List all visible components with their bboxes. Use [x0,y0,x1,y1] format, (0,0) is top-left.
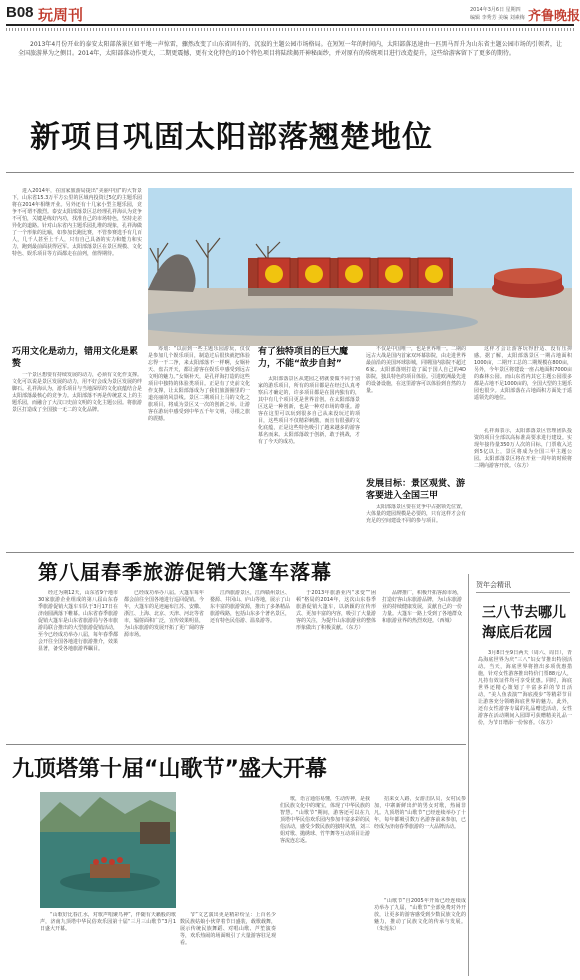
sidebar-body: 3月8日至9日两天（周六、周日），青岛海底世界为庆“三八”妇女节推出特别活动。当天，海底世界将推出多项优惠措施，针对女性游客推出特价门票88元/人，凡持有效证件均可享受优惠。同时，海底世界还精心策划了丰富多彩的节日活动，“美人鱼表演”“海底漫步”等精彩节目让游客充分领略海底世界的魅力。此外，还有女性游客专属的礼品赠送活动，女性游客在活动期间入园即可获赠精美礼品一份，为节日增添一份惊喜。（东方） [478,650,572,726]
section-rule-2 [6,744,466,745]
main-col-5: 这样才会让游客玩得舒适、没有压抑感。据了解，太阳部落景区一期占地面积1000亩，二期开工总的二期规模在800亩，另外，今年景区将建设一座占地面积7000亩的森林公园。而山东省内其它主题公园很多都是占地不足1000亩的，全国大型的主题乐园也很少。太阳部落在占地面积方面处于遥遥领先的地位。 [474,346,572,401]
festival-photo [40,792,176,908]
article2-col-3: 江西旅游景区，江西赣州景区、婺源、井冈山、庐山等地，展示了山东丰富的旅游资源，推出了多条精品旅游线路，包括山东多个著名景区，还有特色民俗游、温泉游等。 [210,590,290,624]
main-col-1: 进入2014年，在国家旅游局提出“美丽中国”的大背景下，山东省15.3万平方公里的区域内投资过5亿的主题乐园将在2014年相继开业。另外还有十几家小型主题乐园，竞争不可谓不激烈。泰安太阳部落景区总经理孔祥海认为竞争不可怕，关键是练好内功，找准自己的市场特色，坚持走差异化的道路。针对山东省内主题乐园扎堆的现象，孔祥海做了一个形象的比喻，如参加长跑比赛，不管参赛选手有几百人，几千人甚至上千人，只有自己具备的实力和能力和实力，跑到最前面获得冠军。太阳部落景区在景区规模、文化特色、娱乐项目等方面都走在前列，值得期待。 [12,188,142,257]
header-dotted-rule [6,28,574,31]
festival-illustration [40,792,176,908]
section-name: 玩周刊 [38,6,84,24]
header-rule [6,24,574,26]
intro-paragraph: 2013年4月份开业的泰安太阳部落景区如平地一声惊雷，骤然改变了山东省固有的、沉寂的主题公园市场格局。在短短一年的时间内，太阳部落迅速由一匹黑马晋升为山东省主题公园市场的引领者，让全国旅游界为之侧目。2014年，太阳部落动作更大，二期更震撼，更有文化特色的10个特色项目将陆续揭开神秘面纱，并对原有的传统项目进行改造提升，这些给游客留下了更多的期待。 [18,41,562,57]
article2-col-5: 品牌推广，积极开拓客源市场，打造好客山东旅游品牌，为山东旅游业的持续健康发展，贡献自己的一份力量。大篷车一路上受到了各地群众和旅游业界的热烈欢迎。（西城） [382,590,462,624]
headline-rule [6,172,574,173]
sun-tribe-photo [148,188,572,346]
date-line: 2014年3月6日 星期四 [470,7,521,13]
article2-col-4: 于2013年旅游业内“求变”“困顿”格局的2014年，这次山东春季旅游促销大篷车，以新颖的宣传形式、更加丰富的内容，吸引了大量游客的关注，为提升山东旅游业的整体形象做出了积极贡献。（东方） [296,590,376,631]
sidebar-rule [476,592,570,593]
main-col-4: 不仅是中国唯一，也是世界唯一。二期的远古大战是国内首家双环幕影院，由走进世界最前沿的美国环球影城，同期国内影院不超过6家。太阳部落则打造了属于国人自己的4D影院，独具特色的项目体验。引进欧洲最先进的设备设施，在这里游客可以体验到自然的力量。 [366,346,466,394]
article3-col-3: 歌，语言通俗易懂，生动传神，是我们民族文化中的瑰宝，体现了中华民族的智慧。“山歌节”期间，游客还可以在九顶塔中华民俗欢乐园内参加丰富多彩的民俗活动，感受少数民族的独特风情，刘三姐对歌、抛绣球、竹竿舞等互动项目让游客流连忘返。 [280,796,370,844]
newspaper-logo: 齐鲁晚报 [528,9,580,24]
page-code: B08 [6,4,34,21]
main-subhead-2: 有了独特项目的巨大魔力，不能“故步自封” [258,347,349,369]
main-col-4b: 太阳部落景区要在竞争中占据领先位置，大体量的建园规模是必要的，只有这样才会有充足的空间建设不同的参与项目。 [366,504,466,524]
article2-headline: 第八届春季旅游促销大篷车落幕 [38,560,332,584]
main-subhead-1: 巧用文化是动力，错用文化是累赘 [12,347,139,369]
article3-col-4: 招来女人路，女游击队员，女村民参加，中寨新鲜出炉的男女对歌，热闹非凡。九顶塔的“山歌节”已经连续举办了十年，每年都吸引数万名游客前来参加，已经成为济南春季旅游的一大品牌活动。 [374,796,466,830]
main-subhead-3: 发展目标：景区观赏、游客要进入全国三甲 [366,479,466,501]
article3-headline: 九顶塔第十届“山歌节”盛大开幕 [12,757,327,782]
article3-caption: “山歌好比春江水，对歌声唱聚鸟神”，伴随有天籁般的歌声，济南九顶塔中华民俗欢乐园第十届“三月三山歌节”3月1日盛大开幕。 [40,912,176,932]
main-col-3: 太阳部落景区从建园之初就要做不同于别家的游乐项目，所有的项目都是在经过认真考察后才确定的，许多项目都是在国内独有的，其中有几个项目更是世界首创。在太阳部落景区这是一种创新，也是一种对市场的尊重。游客在这里可以玩到很多自己从来没玩过的项目，这些项目不仅精彩刺激，而且有很强的文化底蕴，正是这些特色吸引了越来越多的游客慕名而来。太阳部落敢于创新，敢于挑战，才有了今天的成功。 [258,376,360,445]
section-rule-1 [6,552,574,553]
main-col-5b: 孔祥海表示，太阳部落景区管理团队投资的项目全部以高标准高要求进行建设。实现年接待量350万人次的目标，门票收入达到5亿以上，景区将成为全国三甲主题公园。太阳部落景区将在开业一周年的时候将二期向游客开放。（东方） [474,428,572,469]
main-col-2: 筹划：“以前到一些主题乐园游玩，仅仅是参加几个娱乐项目，制造过后很快就把体验忘得一干二净，来太阳部落不一样啊，女娲补天、盘古开天，都让游客在娱乐中感受到远古文明的魅力。”女娲补天，是孔祥海打造的这些项目中独特的体验类项目。正是有了史前文化作支撑，让太阳部落成为了我们旅游圈里的一道亮丽的风景线。景区二期项目上马的文化之旅项目，将成为景区又一次的创新之举。让游客在游玩中感受到中华五千年文明，寻根之旅的震撼。 [148,346,250,422]
sidebar-divider [468,574,469,976]
sidebar-title: 三八节去哪儿海底后花园 [482,605,566,641]
article2-col-2: 已经成功举办八届。大篷车每年都会前往全国各地进行巡回促销。今年，大篷车的足迹遍布江苏、安徽、浙江、上海、北京、天津、河北等省市，辐射面积广泛，宣传效果明显，为山东旅游的发展开拓了更广阔的客源市场。 [124,590,204,638]
editor-line: 编辑 李秀芳 美编 刘素梅 [470,15,525,21]
article3-col-2: 节”文艺演出更是精彩纷呈：上百名少数民族姑娘小伙穿着节日盛装，载歌载舞，展示传统民族舞蹈、对唱山歌、芦笙演奏等，欢乐热闹的场面吸引了大量游客驻足观看。 [180,912,276,946]
article2-col-1: 经过为期12天，山东省9个地市30家旅游企业组成的第八届山东春季旅游促销大篷车车队于3月17日在济南圆满落下帷幕。山东省春季旅游促销大篷车是山东省旅游局与各市旅游局联合推出的大型旅游促销活动，至今已经成功举办八届，每年春季都会开往全国各地进行旅游推介，效果显著，备受各地旅游界瞩目。 [38,590,118,652]
main-headline: 新项目巩固太阳部落翘楚地位 [30,120,433,155]
article3-col-5: “山歌节”自2005年开始已经连续成功举办了九届，“山歌节”全部免费对外开放，让更多的游客感受到少数民族文化的魅力，推动了民族文化的传承与发展。（朱莲东） [374,898,466,932]
sun-tribe-illustration [148,188,572,346]
sidebar-tag: 贺年会精讯 [476,581,511,589]
main-col-1b: 一个景区想要有持续发展的动力，必须有文化作支撑。文化可以说是景区发展的动力，用不好会成为景区发展的绊脚石。孔祥海认为，游乐项目与当地深厚的文化底蕴结合是太阳部落最核心的竞争力。太阳部落不再是传统意义上的主题乐园，而融合了大汶口史前文明的文化主题公园。将旅游景区打造成了全国独一无二的文化品牌。 [12,372,142,413]
